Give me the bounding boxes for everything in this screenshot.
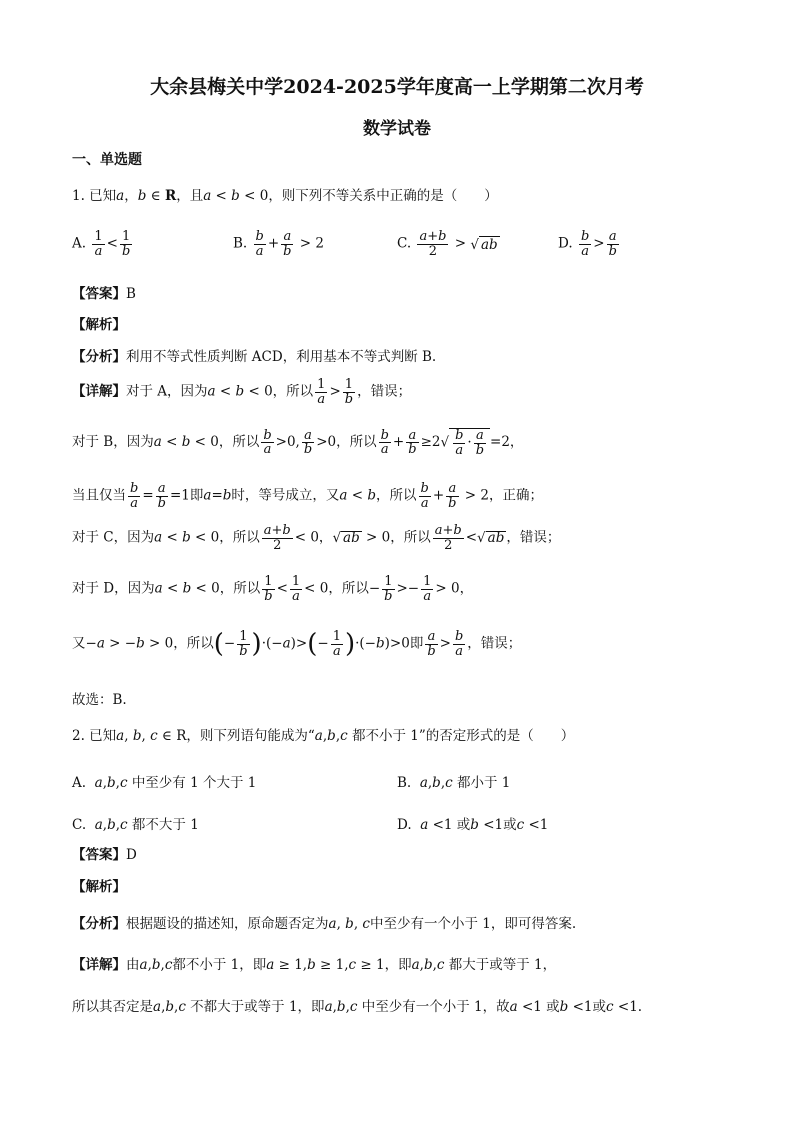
- q1-option-d: D. $\frac{b}{a}$ > $\frac{a}{b}$: [558, 229, 617, 259]
- q2-option-c: C. a,b,c 都不大于 1: [72, 817, 199, 833]
- q1-analysis-label: 【解析】: [72, 317, 126, 333]
- q1-stem: 1. 已知a，b ∈ R，且a < b < 0，则下列不等关系中正确的是（ ）: [72, 188, 498, 204]
- q2-detail: 【详解】由a,b,c都不小于 1，即a ≥ 1,b ≥ 1,c ≥ 1，即a,b,c 都大于或等于 1，: [72, 957, 557, 973]
- q1-detail-d2: 又−a > −b > 0，所以(− $\frac{1}{b}$ )·(−a)>(− $\frac{1}{a}$ )·(−b)>0即 $\frac{a}{b}$ > $\frac{b}{a}$ ，错误；: [72, 629, 522, 660]
- q2-answer: 【答案】D: [72, 847, 137, 863]
- q2-conclusion: 所以其否定是a,b,c 不都大于或等于 1，即a,b,c 中至少有一个小于 1，故a <1 或b <1或c <1.: [72, 999, 643, 1015]
- q1-detail-b: 对于 B，因为a < b < 0，所以 $\frac{b}{a}$ >0, $\frac{a}{b}$ >0，所以 $\frac{b}{a}$ + $\frac{a}{b}$ ≥2√ $\frac{b}{a}$ · $\frac{a}{b}$ =2，: [72, 427, 524, 458]
- q1-option-b: B. $\frac{b}{a}$ + $\frac{a}{b}$ > 2: [233, 229, 324, 259]
- q1-detail-d: 对于 D，因为a < b < 0，所以 $\frac{1}{b}$ < $\frac{1}{a}$ < 0，所以− $\frac{1}{b}$ >− $\frac{1}{a}$ > 0，: [72, 574, 474, 604]
- q1-option-a: A. $\frac{1}{a}$ < $\frac{1}{b}$: [72, 229, 131, 259]
- q1-fenxi: 【分析】利用不等式性质判断 ACD，利用基本不等式判断 B.: [72, 349, 437, 365]
- q2-analysis-label: 【解析】: [72, 879, 126, 895]
- q1-option-c: C. $\frac{a+b}{2}$ > √ ab: [397, 229, 498, 259]
- q1-choose: 故选：B.: [72, 692, 127, 708]
- section-heading: 一、单选题: [72, 152, 142, 168]
- q2-fenxi: 【分析】根据题设的描述知，原命题否定为a, b, c中至少有一个小于 1，即可得答案.: [72, 916, 577, 932]
- q2-option-a: A. a,b,c 中至少有 1 个大于 1: [72, 775, 257, 791]
- q1-answer: 【答案】B: [72, 286, 136, 302]
- q1-detail-b2: 当且仅当 $\frac{b}{a}$ = $\frac{a}{b}$ =1即a=b时，等号成立，又a < b，所以 $\frac{b}{a}$ + $\frac{a}{b}$ > 2，正确；: [72, 481, 543, 511]
- q2-option-d: D. a <1 或b <1或c <1: [397, 817, 549, 833]
- q2-option-b: B. a,b,c 都小于 1: [397, 775, 511, 791]
- q2-stem: 2. 已知a, b, c ∈ R，则下列语句能成为“a,b,c 都不小于 1”的否定形式的是（ ）: [72, 728, 575, 744]
- q1-detail-a: 【详解】对于 A，因为a < b < 0，所以 $\frac{1}{a}$ > $\frac{1}{b}$ ，错误；: [72, 377, 412, 407]
- page-title: 大余县梅关中学2024-2025学年度高一上学期第二次月考: [150, 76, 644, 98]
- page-subtitle: 数学试卷: [363, 119, 431, 139]
- q1-detail-c: 对于 C，因为a < b < 0，所以 $\frac{a+b}{2}$ < 0，√ ab > 0，所以 $\frac{a+b}{2}$ <√ ab ，错误；: [72, 523, 561, 553]
